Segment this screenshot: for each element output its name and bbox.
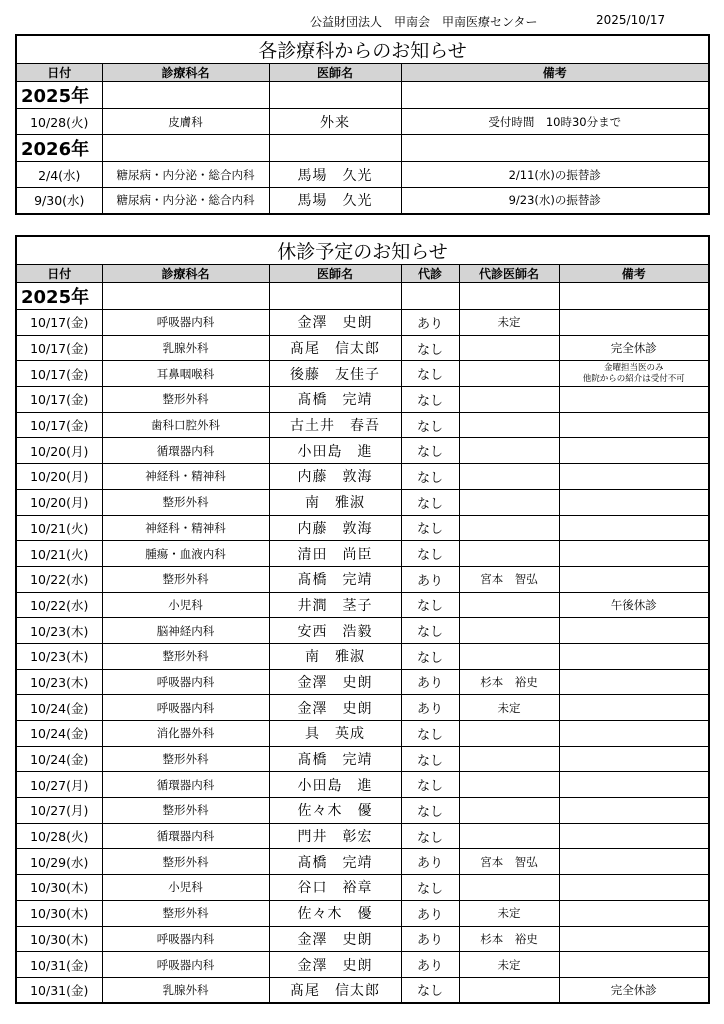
note-cell [559,695,709,721]
date-cell: 10/30(木) [16,900,102,926]
doctor-cell: 金澤 史朗 [269,669,401,695]
date-cell: 10/30(木) [16,875,102,901]
table-row [16,823,709,849]
department-cell: 皮膚科 [102,109,269,135]
column-header-substitute-doctor: 代診医師名 [459,265,559,283]
empty-cell [401,82,709,109]
table-row [16,361,709,387]
column-header-note: 備考 [559,265,709,283]
table-row [16,746,709,772]
note-cell [559,643,709,669]
doctor-cell: 髙尾 信太郎 [269,977,401,1003]
note-line: 金曜担当医のみ [604,362,664,373]
date-cell: 10/28(火) [16,823,102,849]
doctor-cell: 馬場 久光 [269,188,401,214]
table-row [16,592,709,618]
table-row [16,721,709,747]
note-cell [559,875,709,901]
doctor-cell: 佐々木 優 [269,798,401,824]
substitute-cell: なし [401,875,459,901]
year-label: 2025年 [16,82,102,109]
department-notice-table [15,34,710,215]
column-header-date: 日付 [16,265,102,283]
department-cell: 糖尿病・内分泌・総合内科 [102,162,269,188]
department-cell: 呼吸器内科 [102,926,269,952]
department-cell: 呼吸器内科 [102,952,269,978]
substitute-cell: なし [401,412,459,438]
table-row [16,798,709,824]
empty-cell [559,283,709,310]
table-row [16,926,709,952]
table-title: 休診予定のお知らせ [16,236,709,265]
date-cell: 10/17(金) [16,387,102,413]
note-cell [559,618,709,644]
department-cell: 乳腺外科 [102,977,269,1003]
department-cell: 循環器内科 [102,772,269,798]
substitute-cell: なし [401,541,459,567]
department-cell: 整形外科 [102,489,269,515]
empty-cell [269,283,401,310]
doctor-cell: 金澤 史朗 [269,695,401,721]
substitute-doctor-cell [459,823,559,849]
substitute-doctor-cell [459,464,559,490]
substitute-doctor-cell [459,387,559,413]
table-row [16,412,709,438]
date-cell: 10/27(月) [16,798,102,824]
date-cell: 10/21(火) [16,515,102,541]
department-cell: 整形外科 [102,798,269,824]
date-cell: 10/28(火) [16,109,102,135]
substitute-doctor-cell: 未定 [459,900,559,926]
date-cell: 10/31(金) [16,977,102,1003]
column-header-department: 診療科名 [102,265,269,283]
column-header-doctor: 医師名 [269,265,401,283]
date-cell: 10/20(月) [16,464,102,490]
table-row [16,162,709,188]
substitute-cell: なし [401,361,459,387]
note-cell [559,464,709,490]
doctor-cell: 安西 浩毅 [269,618,401,644]
substitute-doctor-cell: 未定 [459,952,559,978]
note-cell [559,669,709,695]
note-cell [559,952,709,978]
substitute-doctor-cell [459,798,559,824]
note-cell [559,489,709,515]
substitute-cell: なし [401,643,459,669]
date-cell: 10/23(木) [16,669,102,695]
table-title: 各診療科からのお知らせ [16,35,709,64]
table-row [16,489,709,515]
year-row [16,82,709,109]
date-cell: 10/17(金) [16,335,102,361]
department-cell: 呼吸器内科 [102,310,269,336]
doctor-cell: 髙橋 完靖 [269,387,401,413]
column-header-doctor: 医師名 [269,64,401,82]
substitute-cell: なし [401,387,459,413]
substitute-cell: あり [401,952,459,978]
note-cell: 午後休診 [559,592,709,618]
substitute-cell: なし [401,772,459,798]
date-cell: 10/24(金) [16,695,102,721]
note-cell [559,438,709,464]
doctor-cell: 馬場 久光 [269,162,401,188]
substitute-doctor-cell [459,335,559,361]
substitute-cell: あり [401,900,459,926]
table-row [16,335,709,361]
department-cell: 脳神経内科 [102,618,269,644]
substitute-doctor-cell [459,515,559,541]
substitute-cell: なし [401,798,459,824]
note-cell [559,721,709,747]
table-row [16,566,709,592]
note-cell: 完全休診 [559,977,709,1003]
table-row [16,875,709,901]
date-cell: 10/31(金) [16,952,102,978]
empty-cell [269,135,401,162]
department-cell: 呼吸器内科 [102,695,269,721]
department-cell: 腫瘍・血液内科 [102,541,269,567]
empty-cell [401,283,459,310]
substitute-cell: なし [401,515,459,541]
note-cell [559,746,709,772]
substitute-cell: あり [401,669,459,695]
department-cell: 歯科口腔外科 [102,412,269,438]
table-row [16,849,709,875]
doctor-cell: 谷口 裕章 [269,875,401,901]
doctor-cell: 門井 彰宏 [269,823,401,849]
date-cell: 10/22(水) [16,592,102,618]
substitute-doctor-cell: 宮本 智弘 [459,849,559,875]
substitute-doctor-cell [459,541,559,567]
note-cell [559,361,709,387]
note-cell [559,310,709,336]
date-cell: 10/17(金) [16,412,102,438]
department-cell: 整形外科 [102,900,269,926]
closure-schedule-table [15,235,710,1004]
substitute-doctor-cell: 未定 [459,695,559,721]
substitute-cell: なし [401,489,459,515]
doctor-cell: 佐々木 優 [269,900,401,926]
note-cell [559,900,709,926]
doctor-cell: 具 英成 [269,721,401,747]
department-cell: 整形外科 [102,387,269,413]
date-cell: 10/21(火) [16,541,102,567]
date-cell: 10/20(月) [16,489,102,515]
note-cell [559,387,709,413]
year-label: 2026年 [16,135,102,162]
doctor-cell: 髙橋 完靖 [269,566,401,592]
doctor-cell: 金澤 史朗 [269,310,401,336]
substitute-doctor-cell [459,643,559,669]
table-row [16,669,709,695]
date-cell: 10/17(金) [16,361,102,387]
department-cell: 神経科・精神科 [102,464,269,490]
table-row [16,438,709,464]
substitute-doctor-cell: 杉本 裕史 [459,926,559,952]
department-cell: 循環器内科 [102,823,269,849]
date-cell: 10/20(月) [16,438,102,464]
substitute-doctor-cell [459,361,559,387]
empty-cell [459,283,559,310]
substitute-cell: なし [401,592,459,618]
date-cell: 10/30(木) [16,926,102,952]
department-cell: 神経科・精神科 [102,515,269,541]
department-cell: 消化器外科 [102,721,269,747]
substitute-doctor-cell [459,438,559,464]
column-header-note: 備考 [401,64,709,82]
substitute-cell: なし [401,823,459,849]
note-cell [559,926,709,952]
note-cell [559,515,709,541]
department-cell: 整形外科 [102,566,269,592]
department-cell: 耳鼻咽喉科 [102,361,269,387]
doctor-cell: 清田 尚臣 [269,541,401,567]
doctor-cell: 内藤 敦海 [269,464,401,490]
doctor-cell: 南 雅淑 [269,489,401,515]
doctor-cell: 南 雅淑 [269,643,401,669]
note-cell: 完全休診 [559,335,709,361]
department-cell: 整形外科 [102,643,269,669]
note-cell [559,541,709,567]
substitute-doctor-cell [459,977,559,1003]
note-cell [559,772,709,798]
doctor-cell: 古土井 春吾 [269,412,401,438]
table-row [16,464,709,490]
department-cell: 整形外科 [102,746,269,772]
date-cell: 10/27(月) [16,772,102,798]
substitute-cell: あり [401,849,459,875]
doctor-cell: 外来 [269,109,401,135]
substitute-doctor-cell [459,592,559,618]
column-header-department: 診療科名 [102,64,269,82]
table-row [16,695,709,721]
issue-date: 2025/10/17 [596,13,666,27]
year-label: 2025年 [16,283,102,310]
empty-cell [102,82,269,109]
empty-cell [102,283,269,310]
department-cell: 循環器内科 [102,438,269,464]
doctor-cell: 髙橋 完靖 [269,849,401,875]
column-header-substitute: 代診 [401,265,459,283]
substitute-cell: あり [401,926,459,952]
substitute-doctor-cell: 杉本 裕史 [459,669,559,695]
doctor-cell: 小田島 進 [269,772,401,798]
table-row [16,772,709,798]
doctor-cell: 後藤 友佳子 [269,361,401,387]
table-row [16,188,709,214]
date-cell: 10/23(木) [16,643,102,669]
substitute-cell: なし [401,618,459,644]
substitute-cell: あり [401,566,459,592]
substitute-doctor-cell [459,875,559,901]
doctor-cell: 金澤 史朗 [269,926,401,952]
substitute-doctor-cell [459,412,559,438]
empty-cell [401,135,709,162]
note-cell [559,412,709,438]
column-header-date: 日付 [16,64,102,82]
year-row [16,135,709,162]
year-row [16,283,709,310]
department-cell: 小児科 [102,875,269,901]
table-row [16,643,709,669]
substitute-doctor-cell [459,721,559,747]
table-row [16,977,709,1003]
note-line: 他院からの紹介は受付不可 [582,373,685,384]
doctor-cell: 小田島 進 [269,438,401,464]
date-cell: 10/29(水) [16,849,102,875]
note-cell: 受付時間 10時30分まで [401,109,709,135]
table-row [16,900,709,926]
table-row [16,387,709,413]
empty-cell [269,82,401,109]
substitute-doctor-cell [459,772,559,798]
department-cell: 糖尿病・内分泌・総合内科 [102,188,269,214]
substitute-cell: なし [401,464,459,490]
department-cell: 呼吸器内科 [102,669,269,695]
table-row [16,310,709,336]
empty-cell [102,135,269,162]
date-cell: 9/30(水) [16,188,102,214]
substitute-doctor-cell [459,618,559,644]
substitute-doctor-cell: 未定 [459,310,559,336]
note-cell [559,823,709,849]
note-cell [559,566,709,592]
date-cell: 10/24(金) [16,746,102,772]
note-cell [559,849,709,875]
table-row [16,952,709,978]
doctor-cell: 金澤 史朗 [269,952,401,978]
table-row [16,541,709,567]
substitute-cell: なし [401,335,459,361]
date-cell: 10/23(木) [16,618,102,644]
doctor-cell: 内藤 敦海 [269,515,401,541]
substitute-doctor-cell: 宮本 智弘 [459,566,559,592]
substitute-doctor-cell [459,746,559,772]
date-cell: 10/24(金) [16,721,102,747]
substitute-cell: なし [401,438,459,464]
note-cell [559,798,709,824]
table-row [16,109,709,135]
substitute-cell: なし [401,721,459,747]
table-row [16,618,709,644]
substitute-cell: なし [401,746,459,772]
substitute-cell: なし [401,977,459,1003]
substitute-cell: あり [401,310,459,336]
page-header [0,13,724,31]
department-cell: 整形外科 [102,849,269,875]
date-cell: 10/22(水) [16,566,102,592]
date-cell: 2/4(水) [16,162,102,188]
table-row [16,515,709,541]
organization-name: 公益財団法人 甲南会 甲南医療センター [310,15,538,29]
note-cell: 2/11(水)の振替診 [401,162,709,188]
note-cell: 9/23(水)の振替診 [401,188,709,214]
substitute-doctor-cell [459,489,559,515]
doctor-cell: 井澗 茎子 [269,592,401,618]
substitute-cell: あり [401,695,459,721]
doctor-cell: 髙尾 信太郎 [269,335,401,361]
date-cell: 10/17(金) [16,310,102,336]
department-cell: 乳腺外科 [102,335,269,361]
doctor-cell: 髙橋 完靖 [269,746,401,772]
department-cell: 小児科 [102,592,269,618]
